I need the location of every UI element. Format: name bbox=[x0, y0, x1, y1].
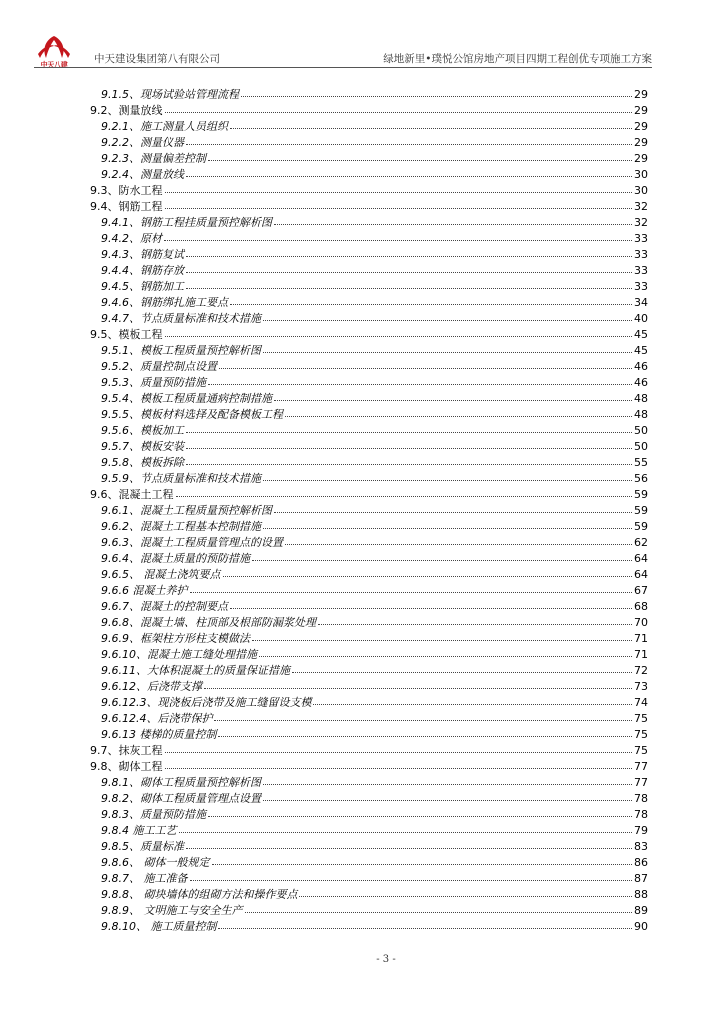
toc-dot-leader bbox=[186, 166, 632, 177]
toc-entry[interactable] bbox=[90, 439, 648, 455]
toc-entry-label: 9.5.4、模板工程质量通病控制措施 bbox=[101, 392, 272, 405]
toc-entry-page: 56 bbox=[634, 472, 648, 485]
toc-entry-label: 9.8.6、 砌体一般规定 bbox=[101, 856, 210, 869]
toc-entry-label: 9.8.1、砌体工程质量预控解析图 bbox=[101, 776, 261, 789]
toc-entry[interactable] bbox=[90, 919, 648, 935]
toc-entry-page: 74 bbox=[634, 696, 648, 709]
toc-entry-label: 9.4.2、原材 bbox=[101, 232, 162, 245]
toc-entry-label: 9.6.7、混凝土的控制要点 bbox=[101, 600, 228, 613]
toc-dot-leader bbox=[186, 838, 632, 849]
toc-entry-page: 30 bbox=[634, 184, 648, 197]
toc-entry[interactable] bbox=[90, 535, 648, 551]
toc-entry-label: 9.2.1、施工测量人员组织 bbox=[101, 120, 228, 133]
page-header bbox=[34, 34, 652, 68]
toc-entry-label: 9.8.3、质量预防措施 bbox=[101, 808, 206, 821]
toc-dot-leader bbox=[219, 358, 632, 369]
toc-dot-leader bbox=[245, 902, 633, 913]
toc-entry[interactable] bbox=[90, 455, 648, 471]
toc-entry-label: 9.6.12.4、后浇带保护 bbox=[101, 712, 213, 725]
toc-entry-label: 9.2.3、测量偏差控制 bbox=[101, 152, 206, 165]
toc-entry-page: 29 bbox=[634, 88, 648, 101]
toc-dot-leader bbox=[274, 390, 632, 401]
toc-entry[interactable] bbox=[90, 327, 648, 343]
toc-entry[interactable] bbox=[90, 663, 648, 679]
toc-entry-label: 9.4.4、钢筋存放 bbox=[101, 264, 184, 277]
toc-entry[interactable] bbox=[90, 903, 648, 919]
toc-entry-label: 9.6.13 楼梯的质量控制 bbox=[101, 728, 217, 741]
toc-entry-page: 77 bbox=[634, 776, 648, 789]
toc-entry-page: 33 bbox=[634, 280, 648, 293]
toc-dot-leader bbox=[230, 598, 632, 609]
toc-entry-label: 9.8、砌体工程 bbox=[90, 760, 163, 773]
page-footer bbox=[0, 954, 724, 965]
toc-entry[interactable] bbox=[90, 503, 648, 519]
toc-entry[interactable] bbox=[90, 791, 648, 807]
toc-entry-page: 78 bbox=[634, 792, 648, 805]
toc-entry[interactable] bbox=[90, 375, 648, 391]
toc-entry-label: 9.3、防水工程 bbox=[90, 184, 163, 197]
toc-entry[interactable] bbox=[90, 135, 648, 151]
toc-entry-page: 59 bbox=[634, 488, 648, 501]
toc-dot-leader bbox=[318, 614, 632, 625]
toc-entry[interactable] bbox=[90, 583, 648, 599]
toc-entry-label: 9.4、钢筋工程 bbox=[90, 200, 163, 213]
toc-entry-page: 50 bbox=[634, 424, 648, 437]
toc-entry[interactable] bbox=[90, 599, 648, 615]
toc-entry-label: 9.4.6、钢筋绑扎施工要点 bbox=[101, 296, 228, 309]
toc-entry-label: 9.6.4、混凝土质量的预防措施 bbox=[101, 552, 250, 565]
toc-entry-label: 9.6.12.3、现浇板后浇带及施工缝留设支模 bbox=[101, 696, 312, 709]
toc-entry-label: 9.7、抹灰工程 bbox=[90, 744, 163, 757]
logo-emblem-icon bbox=[34, 34, 74, 62]
toc-entry-page: 83 bbox=[634, 840, 648, 853]
toc-entry[interactable] bbox=[90, 567, 648, 583]
toc-entry-page: 64 bbox=[634, 568, 648, 581]
toc-entry[interactable] bbox=[90, 743, 648, 759]
toc-entry-label: 9.2.2、测量仪器 bbox=[101, 136, 184, 149]
toc-entry-page: 87 bbox=[634, 872, 648, 885]
toc-entry-label: 9.4.1、钢筋工程挂质量预控解析图 bbox=[101, 216, 272, 229]
toc-entry-page: 29 bbox=[634, 120, 648, 133]
toc-entry-page: 46 bbox=[634, 376, 648, 389]
toc-entry-page: 79 bbox=[634, 824, 648, 837]
toc-entry-page: 46 bbox=[634, 360, 648, 373]
toc-entry-label: 9.6.12、后浇带支撑 bbox=[101, 680, 202, 693]
company-name: 中天建设集团第八有限公司 bbox=[94, 53, 220, 65]
toc-entry[interactable] bbox=[90, 151, 648, 167]
toc-dot-leader bbox=[214, 710, 632, 721]
toc-entry[interactable] bbox=[90, 199, 648, 215]
toc-dot-leader bbox=[263, 470, 632, 481]
toc-entry[interactable] bbox=[90, 279, 648, 295]
toc-entry-page: 71 bbox=[634, 648, 648, 661]
toc-entry-label: 9.5.2、质量控制点设置 bbox=[101, 360, 217, 373]
toc-dot-leader bbox=[165, 758, 633, 769]
toc-dot-leader bbox=[230, 294, 632, 305]
toc-entry[interactable] bbox=[90, 247, 648, 263]
toc-entry-page: 29 bbox=[634, 152, 648, 165]
toc-dot-leader bbox=[208, 374, 632, 385]
toc-dot-leader bbox=[212, 854, 633, 865]
toc-entry[interactable] bbox=[90, 727, 648, 743]
toc-dot-leader bbox=[259, 646, 632, 657]
toc-entry[interactable] bbox=[90, 311, 648, 327]
toc-entry[interactable] bbox=[90, 887, 648, 903]
toc-entry[interactable] bbox=[90, 119, 648, 135]
toc-entry[interactable] bbox=[90, 519, 648, 535]
toc-entry-page: 34 bbox=[634, 296, 648, 309]
toc-dot-leader bbox=[165, 198, 633, 209]
toc-entry-page: 29 bbox=[634, 104, 648, 117]
toc-entry-label: 9.4.3、钢筋复试 bbox=[101, 248, 184, 261]
toc-entry-label: 9.8.2、砌体工程质量管理点设置 bbox=[101, 792, 261, 805]
toc-entry-page: 50 bbox=[634, 440, 648, 453]
toc-entry-label: 9.4.7、节点质量标准和技术措施 bbox=[101, 312, 261, 325]
toc-entry-label: 9.1.5、现场试验站管理流程 bbox=[101, 88, 239, 101]
toc-entry-label: 9.6.3、混凝土工程质量管理点的设置 bbox=[101, 536, 283, 549]
header-divider bbox=[34, 67, 652, 68]
toc-entry[interactable] bbox=[90, 295, 648, 311]
toc-entry-page: 45 bbox=[634, 328, 648, 341]
toc-dot-leader bbox=[263, 518, 632, 529]
toc-entry-label: 9.5.8、模板拆除 bbox=[101, 456, 184, 469]
toc-entry-label: 9.6、混凝土工程 bbox=[90, 488, 174, 501]
toc-dot-leader bbox=[179, 822, 633, 833]
toc-dot-leader bbox=[186, 454, 632, 465]
toc-entry[interactable] bbox=[90, 167, 648, 183]
toc-entry[interactable] bbox=[90, 551, 648, 567]
toc-entry-label: 9.6.1、混凝土工程质量预控解析图 bbox=[101, 504, 272, 517]
toc-dot-leader bbox=[165, 182, 633, 193]
toc-entry[interactable] bbox=[90, 695, 648, 711]
toc-entry-label: 9.6.5、 混凝土浇筑要点 bbox=[101, 568, 221, 581]
table-of-contents bbox=[90, 87, 648, 935]
toc-entry-page: 72 bbox=[634, 664, 648, 677]
toc-dot-leader bbox=[218, 726, 632, 737]
toc-entry-page: 64 bbox=[634, 552, 648, 565]
toc-entry-label: 9.5.5、模板材料选择及配备模板工程 bbox=[101, 408, 283, 421]
toc-entry[interactable] bbox=[90, 759, 648, 775]
toc-dot-leader bbox=[165, 102, 633, 113]
toc-entry-page: 33 bbox=[634, 248, 648, 261]
toc-entry-label: 9.5、模板工程 bbox=[90, 328, 163, 341]
toc-entry-page: 90 bbox=[634, 920, 648, 933]
toc-dot-leader bbox=[263, 790, 632, 801]
toc-entry[interactable] bbox=[90, 631, 648, 647]
toc-entry[interactable] bbox=[90, 471, 648, 487]
toc-dot-leader bbox=[313, 694, 632, 705]
toc-entry-page: 59 bbox=[634, 504, 648, 517]
toc-entry-label: 9.2、测量放线 bbox=[90, 104, 163, 117]
toc-entry-page: 86 bbox=[634, 856, 648, 869]
toc-entry-label: 9.8.7、 施工准备 bbox=[101, 872, 188, 885]
toc-entry-label: 9.4.5、钢筋加工 bbox=[101, 280, 184, 293]
toc-entry-page: 62 bbox=[634, 536, 648, 549]
toc-entry-label: 9.5.7、模板安装 bbox=[101, 440, 184, 453]
toc-dot-leader bbox=[176, 486, 633, 497]
toc-entry-page: 30 bbox=[634, 168, 648, 181]
toc-entry-page: 48 bbox=[634, 408, 648, 421]
toc-dot-leader bbox=[186, 246, 632, 257]
toc-entry-label: 9.5.1、模板工程质量预控解析图 bbox=[101, 344, 261, 357]
toc-entry[interactable] bbox=[90, 391, 648, 407]
toc-entry-page: 70 bbox=[634, 616, 648, 629]
toc-entry-page: 73 bbox=[634, 680, 648, 693]
toc-entry[interactable] bbox=[90, 615, 648, 631]
toc-entry[interactable] bbox=[90, 839, 648, 855]
toc-entry[interactable] bbox=[90, 855, 648, 871]
toc-entry[interactable] bbox=[90, 647, 648, 663]
toc-entry[interactable] bbox=[90, 871, 648, 887]
toc-entry-page: 75 bbox=[634, 728, 648, 741]
toc-entry-page: 55 bbox=[634, 456, 648, 469]
toc-dot-leader bbox=[190, 870, 633, 881]
toc-entry[interactable] bbox=[90, 343, 648, 359]
toc-entry-label: 9.5.9、节点质量标准和技术措施 bbox=[101, 472, 261, 485]
toc-dot-leader bbox=[165, 742, 633, 753]
toc-entry[interactable] bbox=[90, 679, 648, 695]
toc-dot-leader bbox=[223, 566, 633, 577]
toc-dot-leader bbox=[263, 310, 632, 321]
toc-entry[interactable] bbox=[90, 215, 648, 231]
toc-entry-page: 48 bbox=[634, 392, 648, 405]
toc-entry[interactable] bbox=[90, 487, 648, 503]
toc-entry-page: 78 bbox=[634, 808, 648, 821]
toc-dot-leader bbox=[186, 134, 632, 145]
page-number: - 3 - bbox=[376, 954, 396, 965]
toc-entry-page: 32 bbox=[634, 216, 648, 229]
toc-dot-leader bbox=[285, 534, 632, 545]
toc-entry-page: 89 bbox=[634, 904, 648, 917]
toc-dot-leader bbox=[218, 918, 632, 929]
toc-dot-leader bbox=[230, 118, 632, 129]
toc-entry-page: 77 bbox=[634, 760, 648, 773]
toc-entry-label: 9.6.10、混凝土施工缝处理措施 bbox=[101, 648, 257, 661]
toc-entry-page: 59 bbox=[634, 520, 648, 533]
toc-entry[interactable] bbox=[90, 423, 648, 439]
toc-dot-leader bbox=[190, 582, 633, 593]
toc-entry-page: 75 bbox=[634, 744, 648, 757]
toc-dot-leader bbox=[204, 678, 632, 689]
toc-dot-leader bbox=[274, 214, 632, 225]
toc-entry-label: 9.5.6、模板加工 bbox=[101, 424, 184, 437]
toc-entry[interactable] bbox=[90, 263, 648, 279]
toc-entry[interactable] bbox=[90, 87, 648, 103]
toc-entry-page: 68 bbox=[634, 600, 648, 613]
toc-dot-leader bbox=[186, 262, 632, 273]
toc-entry[interactable] bbox=[90, 711, 648, 727]
toc-entry-label: 9.2.4、测量放线 bbox=[101, 168, 184, 181]
toc-dot-leader bbox=[164, 230, 632, 241]
toc-entry-label: 9.5.3、质量预防措施 bbox=[101, 376, 206, 389]
toc-entry[interactable] bbox=[90, 807, 648, 823]
toc-entry-page: 45 bbox=[634, 344, 648, 357]
toc-entry[interactable] bbox=[90, 823, 648, 839]
toc-entry-label: 9.6.11、大体积混凝土的质量保证措施 bbox=[101, 664, 290, 677]
toc-entry[interactable] bbox=[90, 183, 648, 199]
toc-dot-leader bbox=[186, 422, 632, 433]
toc-entry[interactable] bbox=[90, 359, 648, 375]
toc-dot-leader bbox=[208, 150, 632, 161]
toc-entry-label: 9.8.4 施工工艺 bbox=[101, 824, 177, 837]
toc-dot-leader bbox=[252, 550, 632, 561]
toc-entry-page: 71 bbox=[634, 632, 648, 645]
toc-entry[interactable] bbox=[90, 103, 648, 119]
company-logo bbox=[34, 34, 74, 68]
toc-dot-leader bbox=[285, 406, 632, 417]
toc-dot-leader bbox=[165, 326, 633, 337]
toc-dot-leader bbox=[263, 774, 632, 785]
toc-entry-page: 67 bbox=[634, 584, 648, 597]
toc-entry-label: 9.6.2、混凝土工程基本控制措施 bbox=[101, 520, 261, 533]
toc-entry[interactable] bbox=[90, 775, 648, 791]
toc-entry-page: 88 bbox=[634, 888, 648, 901]
toc-dot-leader bbox=[252, 630, 632, 641]
toc-dot-leader bbox=[299, 886, 632, 897]
toc-dot-leader bbox=[186, 438, 632, 449]
toc-entry[interactable] bbox=[90, 231, 648, 247]
toc-entry-label: 9.6.8、混凝土墙、柱顶部及根部防漏浆处理 bbox=[101, 616, 316, 629]
toc-entry-label: 9.6.9、框架柱方形柱支模做法 bbox=[101, 632, 250, 645]
toc-entry-label: 9.8.5、质量标准 bbox=[101, 840, 184, 853]
toc-dot-leader bbox=[263, 342, 632, 353]
toc-entry-page: 40 bbox=[634, 312, 648, 325]
toc-entry-page: 33 bbox=[634, 264, 648, 277]
toc-dot-leader bbox=[241, 86, 632, 97]
toc-entry[interactable] bbox=[90, 407, 648, 423]
toc-entry-page: 33 bbox=[634, 232, 648, 245]
toc-dot-leader bbox=[186, 278, 632, 289]
document-title: 绿地新里•璞悦公馆房地产项目四期工程创优专项施工方案 bbox=[383, 53, 652, 65]
toc-entry-page: 75 bbox=[634, 712, 648, 725]
toc-dot-leader bbox=[274, 502, 632, 513]
toc-entry-label: 9.6.6 混凝土养护 bbox=[101, 584, 188, 597]
toc-entry-page: 32 bbox=[634, 200, 648, 213]
toc-entry-label: 9.8.10、 施工质量控制 bbox=[101, 920, 217, 933]
toc-entry-label: 9.8.9、 文明施工与安全生产 bbox=[101, 904, 243, 917]
logo-text: 中天八建 bbox=[40, 61, 68, 69]
toc-dot-leader bbox=[292, 662, 632, 673]
toc-entry-label: 9.8.8、 砌块墙体的组砌方法和操作要点 bbox=[101, 888, 298, 901]
toc-entry-page: 29 bbox=[634, 136, 648, 149]
toc-dot-leader bbox=[208, 806, 632, 817]
